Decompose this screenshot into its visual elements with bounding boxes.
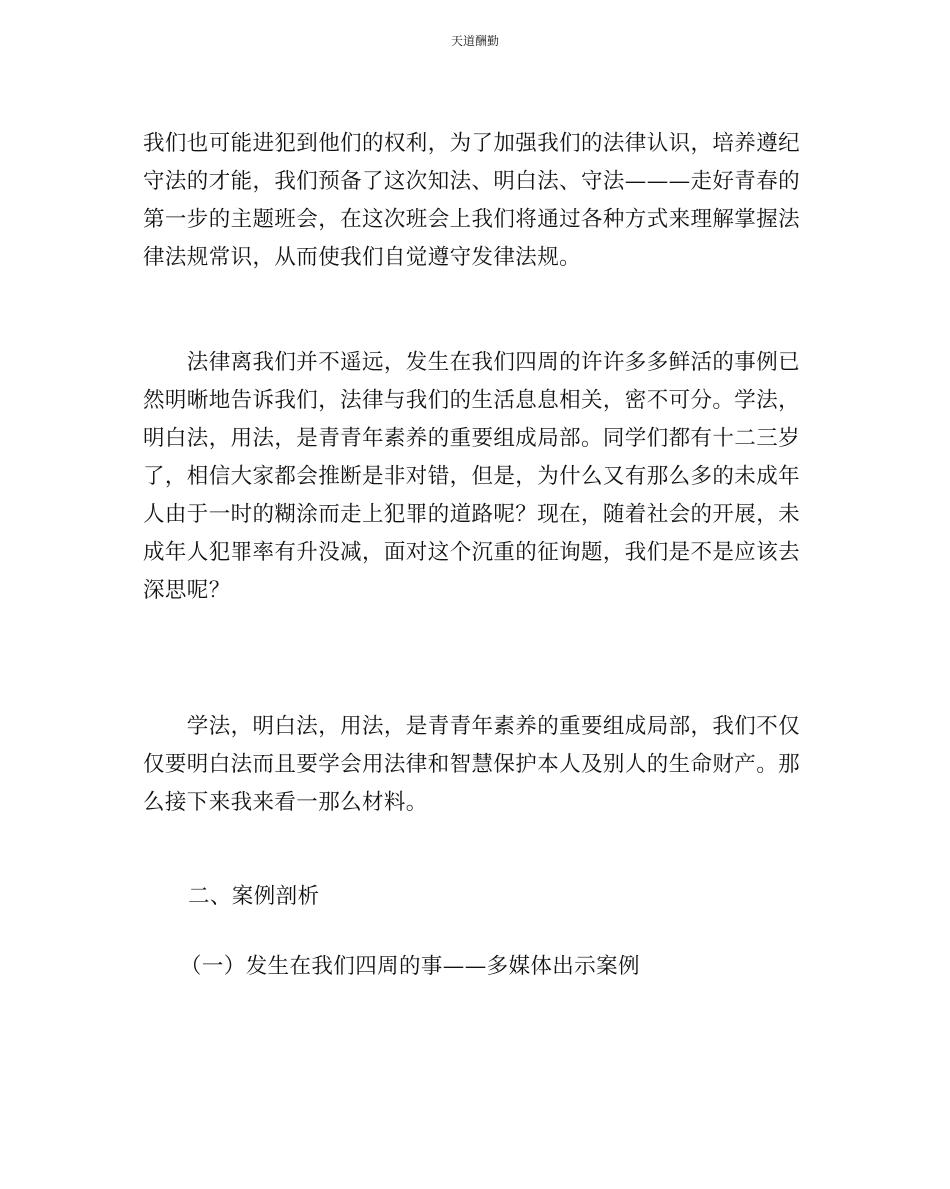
paragraph-line: 法律离我们并不遥远，发生在我们四周的许许多多鲜活的事例已: [143, 350, 801, 375]
paragraph-line: 成年人犯罪率有升没减，面对这个沉重的征询题，我们是不是应该去: [143, 540, 801, 565]
paragraph-line: 人由于一时的糊涂而走上犯罪的道路呢？现在，随着社会的开展，未: [143, 502, 801, 527]
paragraph-1: [143, 125, 803, 277]
paragraph-line: 仅要明白法而且要学会用法律和智慧保护本人及别人的生命财产。那: [143, 752, 801, 777]
paragraph-line: 律法规常识，从而使我们自觉遵守发律法规。: [143, 245, 582, 270]
paragraph-line: 么接下来我来看一那么材料。: [143, 790, 428, 815]
paragraph-line: 然明晰地告诉我们，法律与我们的生活息息相关，密不可分。学法，: [143, 388, 801, 413]
paragraph-3: [143, 708, 803, 822]
paragraph-line: 我们也可能进犯到他们的权利，为了加强我们的法律认识，培养遵纪: [143, 131, 801, 156]
paragraph-line: 守法的才能，我们预备了这次知法、明白法、守法———走好青春的: [143, 169, 801, 194]
paragraph-line: 了，相信大家都会推断是非对错，但是，为什么又有那么多的未成年: [143, 464, 801, 489]
paragraph-line: 学法，明白法，用法，是青青年素养的重要组成局部，我们不仅: [143, 714, 801, 739]
subsection-heading: （一）发生在我们四周的事——多媒体出示案例: [180, 954, 640, 979]
paragraph-2: [143, 344, 803, 610]
paragraph-line: 深思呢？: [143, 578, 231, 603]
section-heading: 二、案例剖析: [188, 884, 320, 909]
page-header: 天道酬勤: [450, 34, 499, 48]
paragraph-line: 明白法，用法，是青青年素养的重要组成局部。同学们都有十二三岁: [143, 426, 801, 451]
paragraph-line: 第一步的主题班会，在这次班会上我们将通过各种方式来理解掌握法: [143, 207, 801, 232]
